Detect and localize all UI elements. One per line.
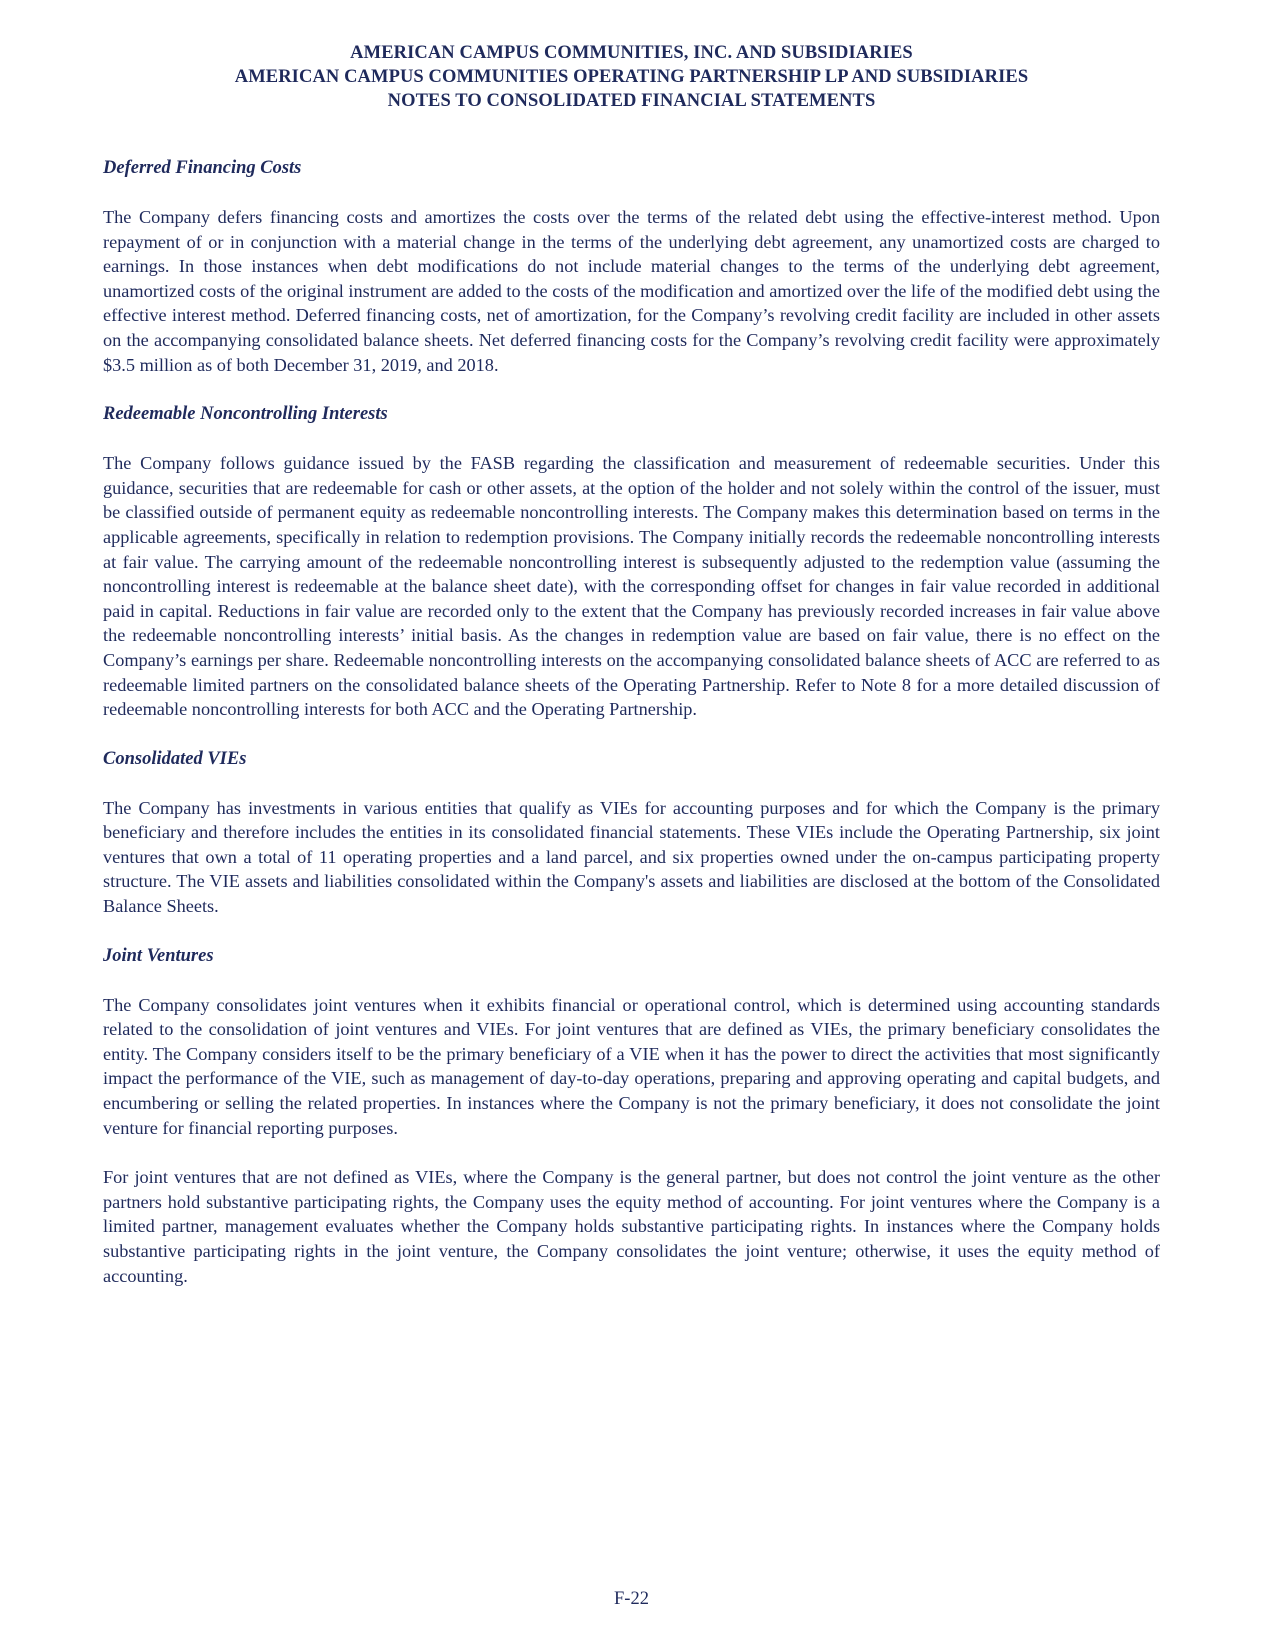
- paragraph-joint-ventures-equity-method: For joint ventures that are not defined as VIEs, where the Company is the general partner, but does not control the joint venture as the other partners hold substantive participating rights, the Company uses the equity method of accounting. For joint ventures where the Company is a limited partner, management evaluates whether the Company holds substantive participating rights. In instances where the Company holds substantive participating rights in the joint venture, the Company consolidates the joint venture; otherwise, it uses the equity method of accounting.: [103, 1167, 1160, 1286]
- section-heading-consolidated-vies: Consolidated VIEs: [103, 748, 247, 769]
- section-heading-deferred-financing-costs: Deferred Financing Costs: [103, 158, 302, 178]
- paragraph-deferred-financing-costs: The Company defers financing costs and amortizes the costs over the terms of the related debt using the effective-interest method. Upon repayment of or in conjunction with a material change in the terms of the underlying debt agreement, any unamortized costs are charged to earnings. In those instances when debt modifications do not include material changes to the terms of the underlying debt agreement, unamortized costs of the original instrument are added to the costs of the modification and amortized over the life of the modified debt using the effective interest method. Deferred financing costs, net of amortization, for the Company’s revolving credit facility are included in other assets on the accompanying consolidated balance sheets. Net deferred financing costs for the Company’s revolving credit facility were approximately $3.5 million as of both December 31, 2019, and 2018.: [103, 207, 1160, 375]
- paragraph-consolidated-vies: The Company has investments in various entities that qualify as VIEs for accounting purposes and for which the Company is the primary beneficiary and therefore includes the entities in its consolidated financial statements. These VIEs include the Operating Partnership, six joint ventures that own a total of 11 operating properties and a land parcel, and six properties owned under the on-campus participating property structure. The VIE assets and liabilities consolidated within the Company's assets and liabilities are disclosed at the bottom of the Consolidated Balance Sheets.: [103, 797, 1160, 917]
- paragraph-redeemable-noncontrolling-interests: The Company follows guidance issued by the FASB regarding the classification and measurement of redeemable securities. Under this guidance, securities that are redeemable for cash or other assets, at the option of the holder and not solely within the control of the issuer, must be classified outside of permanent equity as redeemable noncontrolling interests. The Company makes this determination based on terms in the applicable agreements, specifically in relation to redemption provisions. The Company initially records the redeemable noncontrolling interests at fair value. The carrying amount of the redeemable noncontrolling interest is subsequently adjusted to the redemption value (assuming the noncontrolling interest is redeemable at the balance sheet date), with the corresponding offset for changes in fair value recorded in additional paid in capital. Reductions in fair value are recorded only to the extent that the Company has previously recorded increases in fair value above the redeemable noncontrolling interests’ initial basis. As the changes in redemption value are based on fair value, there is no effect on the Company’s earnings per share. Redeemable noncontrolling interests on the accompanying consolidated balance sheets of ACC are referred to as redeemable limited partners on the consolidated balance sheets of the Operating Partnership. Refer to Note 8 for a more detailed discussion of redeemable noncontrolling interests for both ACC and the Operating Partnership.: [103, 453, 1160, 720]
- page-header: [0, 41, 1263, 113]
- page-number: F-22: [614, 1589, 649, 1609]
- document-body: [103, 156, 1160, 1313]
- header-partnership-name: AMERICAN CAMPUS COMMUNITIES OPERATING PARTNERSHIP LP AND SUBSIDIARIES: [234, 67, 1029, 87]
- header-document-title: NOTES TO CONSOLIDATED FINANCIAL STATEMENTS: [387, 91, 876, 111]
- paragraph-joint-ventures-consolidation: The Company consolidates joint ventures when it exhibits financial or operational control, which is determined using accounting standards related to the consolidation of joint ventures and VIEs. For joint ventures that are defined as VIEs, the primary beneficiary consolidates the entity. The Company considers itself to be the primary beneficiary of a VIE when it has the power to direct the activities that most significantly impact the performance of the VIE, such as management of day-to-day operations, preparing and approving operating and capital budgets, and encumbering or selling the related properties. In instances where the Company is not the primary beneficiary, it does not consolidate the joint venture for financial reporting purposes.: [103, 994, 1160, 1138]
- section-heading-joint-ventures: Joint Ventures: [103, 945, 214, 966]
- section-heading-redeemable-noncontrolling-interests: Redeemable Noncontrolling Interests: [103, 404, 388, 425]
- header-company-name: AMERICAN CAMPUS COMMUNITIES, INC. AND SUBSIDIARIES: [350, 43, 913, 63]
